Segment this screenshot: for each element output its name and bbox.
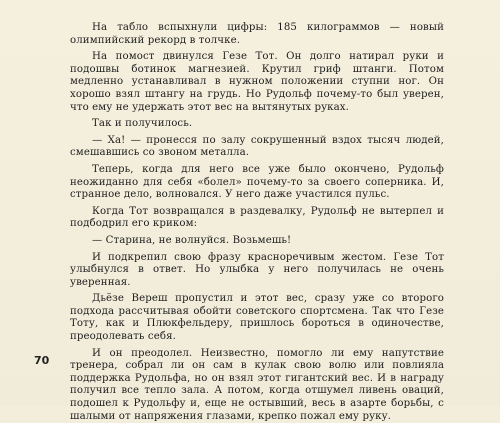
page-number: 70 (34, 354, 50, 367)
paragraph: Когда Тот возвращался в раздевалку, Рудольф не вытерпел и подбодрил его криком: (70, 205, 444, 230)
paragraph: И подкрепил свою фразу красноречивым жестом. Гезе Тот улыбнулся в ответ. Но улыбка у него получилась не очень уверенная. (70, 251, 444, 288)
paragraph: Дьёзе Вереш пропустил и этот вес, сразу уже со второго подхода рассчитывая обойти советского спортсмена. Так что Гезе Тоту, как и Плюкфельдеру, пришлось бороться в одиночестве, преодолевать себя. (70, 293, 444, 343)
paragraph: На помост двинулся Гезе Тот. Он долго натирал руки и подошвы ботинок магнезией. Крутил гриф штанги. Потом медленно устанавливал в нужном положении ступни ног. Он хорошо взял штангу на грудь. Но Рудольф почему-то был уверен, что ему не удержать этот вес на вытянутых руках. (70, 51, 444, 113)
paragraph: — Ха! — пронесся по залу сокрушенный вздох тысяч людей, смешавшись со звоном металла. (70, 134, 444, 159)
paragraph: И он преодолел. Неизвестно, помогло ли ему напутствие тренера, собрал ли он сам в кулак свою волю или повлияла поддержка Рудольфа, но он взял этот гигантский вес. И в награду получил все тепло зала. А потом, когда отшумел ливень оваций, подошел к Рудольфу и, еще не остывший, весь в азарте борьбы, с шалыми от напряжения глазами, крепко пожал ему руку. (70, 347, 444, 422)
page-text (70, 22, 444, 423)
paragraph: На табло вспыхнули цифры: 185 килограммов — новый олимпийский рекорд в толчке. (70, 22, 444, 46)
paragraph: Теперь, когда для него все уже было окончено, Рудольф неожиданно для себя «болел» почему-то за своего соперника. И, странное дело, волновался. У него даже участился пульс. (70, 163, 444, 201)
paragraph: — Старина, не волнуйся. Возьмешь! (92, 234, 292, 246)
paragraph: Так и получилось. (92, 118, 193, 130)
